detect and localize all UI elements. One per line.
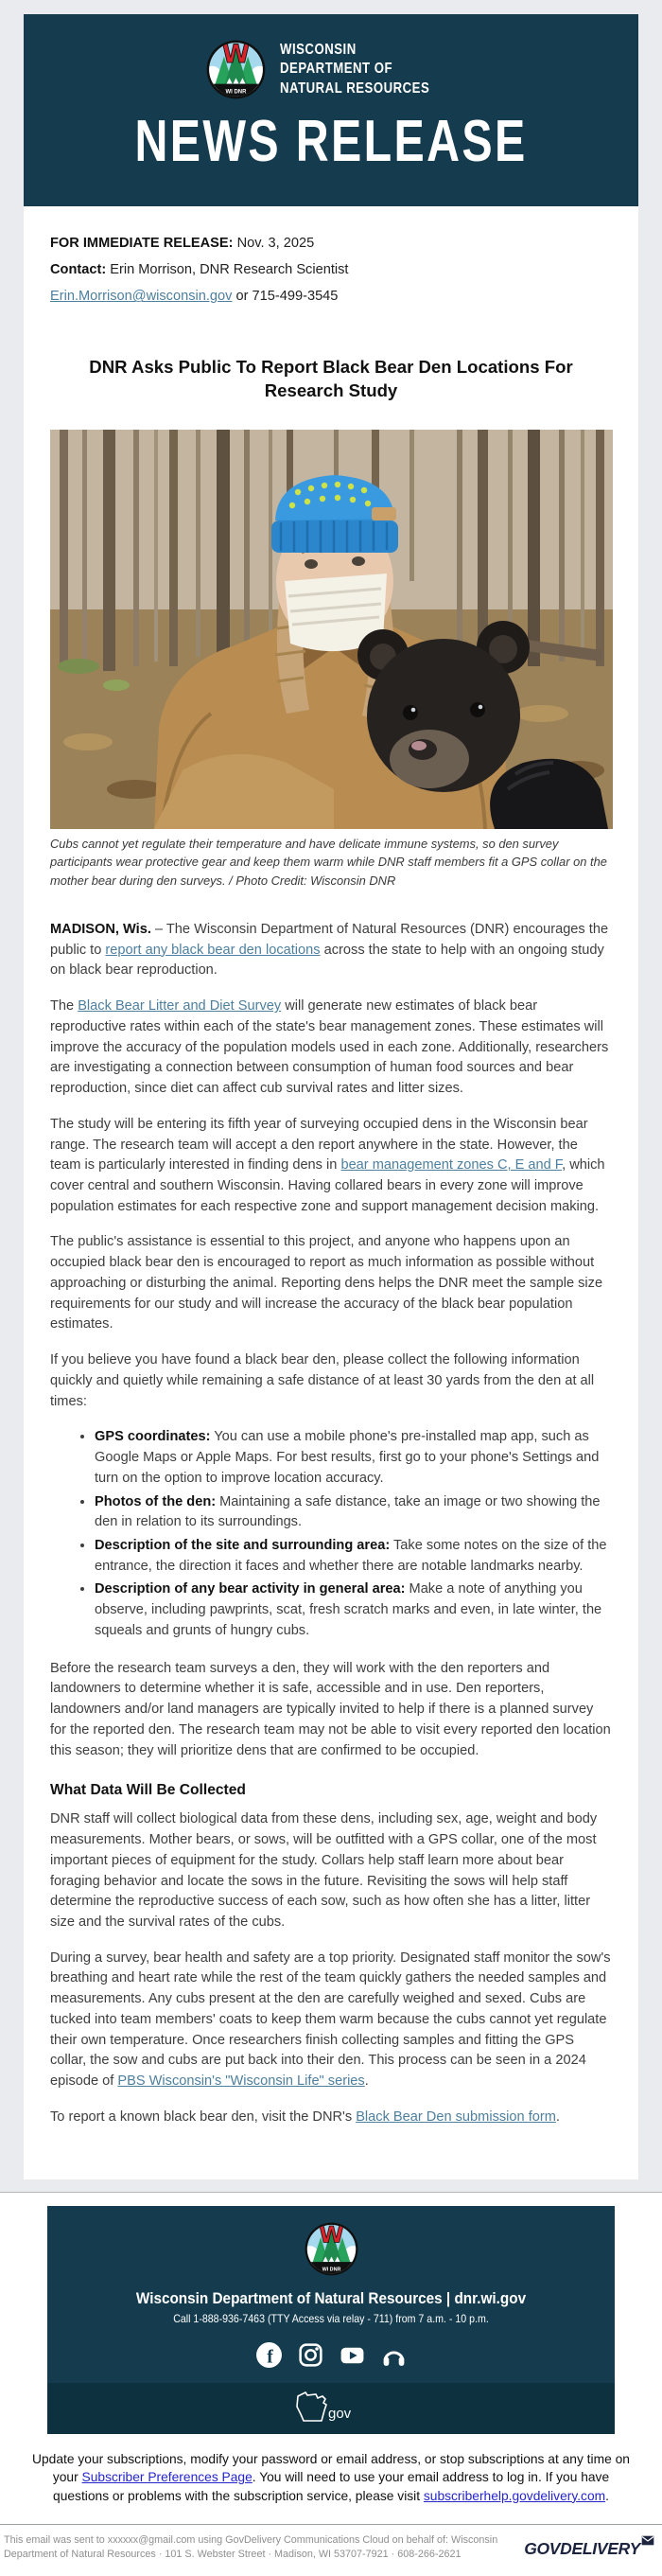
content-card	[24, 206, 638, 2179]
paragraph-3	[50, 1115, 612, 1218]
footer-org-line: Wisconsin Department of Natural Resources | dnr.wi.gov	[135, 2288, 527, 2307]
facebook-icon[interactable]	[255, 2341, 283, 2369]
bullet-rest-photos: Maintaining a safe distance, take an image or two showing the den in relation to its surroundings.	[95, 1493, 601, 1530]
contact-line	[50, 260, 612, 280]
link-bear-management-zones[interactable]: bear management zones C, E and F	[340, 1157, 563, 1173]
p3-text-2: , which cover central and southern Wisconsin. Having collared bears in every zone will improve population estimates for each respective zone and support management decision making.	[50, 1157, 605, 1214]
footer-call-line: Call 1-888-936-7463 (TTY Access via relay - 711) from 7 a.m. - 10 p.m.	[173, 2311, 489, 2325]
contact-email-line	[50, 287, 612, 307]
bullet-rest-site: Take some notes on the size of the entrance, the direction it faces and whether there are notable landmarks nearby.	[95, 1537, 607, 1574]
subscribe-text-2: . You will need to use your email address to log in. If you have questions or problems with the subscription service, please visit	[53, 2470, 610, 2503]
link-den-submission-form[interactable]: Black Bear Den submission form	[356, 2108, 556, 2125]
brand-wordmark	[280, 41, 429, 97]
paragraph-1	[50, 920, 612, 981]
link-litter-diet-survey[interactable]: Black Bear Litter and Diet Survey	[78, 998, 282, 1015]
bottom-area	[0, 2193, 662, 2576]
p1-text-2: across the state to help with an ongoing study on black bear reproduction.	[50, 942, 604, 979]
contact-label: Contact:	[50, 262, 107, 278]
p1-text: – The Wisconsin Department of Natural Resources (DNR) encourages the public to	[50, 921, 609, 958]
contact-phone: or 715-499-3545	[235, 289, 339, 305]
youtube-icon[interactable]	[339, 2341, 366, 2369]
photo-caption: Cubs cannot yet regulate their temperature and have delicate immune systems, so den survey participants wear protective gear and keep them warm while DNR staff members fit a GPS collar on the mother bear during den surveys. / Photo Credit: Wisconsin DNR	[50, 836, 607, 888]
list-item-gps	[95, 1427, 612, 1489]
contact-name: Erin Morrison, DNR Research Scientist	[110, 262, 349, 278]
bullet-rest-activity: Make a note of anything you observe, including pawprints, scat, fresh scratch marks and even, in late winter, the squeals and grunts of hungry cubs.	[95, 1581, 602, 1638]
bullet-lead-gps: GPS coordinates:	[95, 1429, 211, 1445]
subscription-notice	[32, 2450, 630, 2506]
paragraph-8	[50, 1949, 612, 2092]
p3-text: The study will be entering its fifth year of surveying occupied dens in the Wisconsin bear range. The research team will accept a den report anywhere in the state. However, the team is particularly interested in finding dens in	[50, 1116, 588, 1173]
fineprint-text: This email was sent to xxxxxx@gmail.com using GovDelivery Communications Cloud on behalf of: Wisconsin Department of Natural Resources · 101 S. Webster Street · Madison, WI 53707-7921 · 608-266-2621	[4, 2534, 498, 2560]
bullet-lead-activity: Description of any bear activity in general area:	[95, 1581, 406, 1597]
wisconsin-gov-logo[interactable]	[290, 2390, 372, 2426]
p2-text-2: will generate new estimates of black bear reproductive rates within each of the state's bear management zones. These estimates will improve the accuracy of the population models used in each zone. Additionally, researchers are investigating a connection between consumption of human food sources and bear reproduction, since diet can affect cub survival rates and litter sizes.	[50, 998, 609, 1097]
brand-line-3: NATURAL RESOURCES	[279, 79, 430, 97]
link-subscriber-preferences[interactable]: Subscriber Preferences Page	[81, 2470, 253, 2485]
dateline: MADISON, Wis.	[50, 921, 151, 937]
brand-row	[206, 40, 456, 99]
contact-email-link[interactable]: Erin.Morrison@wisconsin.gov	[50, 289, 233, 305]
link-subscriberhelp[interactable]: subscriberhelp.govdelivery.com	[423, 2488, 606, 2503]
fineprint-row	[0, 2525, 662, 2576]
article-body	[50, 920, 612, 2128]
govdelivery-logo	[524, 2539, 656, 2559]
paragraph-5: If you believe you have found a black bear den, please collect the following information quickly and quietly while remaining a safe distance of at least 30 yards from the den at all times:	[50, 1352, 595, 1409]
release-block	[50, 234, 612, 307]
instagram-icon[interactable]	[297, 2341, 324, 2369]
list-item-bear-activity	[95, 1579, 612, 1641]
release-date: Nov. 3, 2025	[236, 236, 315, 251]
dnr-logo-icon-footer	[305, 2222, 358, 2276]
link-report-den-locations[interactable]: report any black bear den locations	[105, 942, 321, 958]
p2-text: The	[50, 998, 78, 1015]
p9-text: To report a known black bear den, visit the DNR's	[50, 2108, 357, 2125]
subscribe-text: Update your subscriptions, modify your password or email address, or stop subscriptions at any time on your	[32, 2451, 630, 2485]
footer-inner	[47, 2206, 615, 2383]
paragraph-2	[50, 997, 612, 1100]
svg-text:f: f	[266, 2345, 273, 2367]
release-line	[50, 234, 612, 254]
masthead	[24, 14, 638, 206]
paragraph-7: DNR staff will collect biological data from these dens, including sex, age, weight and body measurements. Mother bears, or sows, will be outfitted with a GPS collar, one of the most important pieces of equipment for the study. Collars help staff learn more about bear foraging behavior and locate the sows in the future. Revisiting the sows will help staff determine the reproductive success of each sow, such as how often she has a litter, litter size and the survival rates of the cubs.	[50, 1811, 598, 1930]
paragraph-9	[50, 2108, 612, 2128]
brand-line-2: DEPARTMENT OF	[279, 61, 393, 78]
list-item-photos	[95, 1492, 612, 1533]
p8-text-2: .	[364, 2073, 369, 2090]
paragraph-4: The public's assistance is essential to this project, and anyone who happens upon an occupied black bear den is encouraged to report as much information as possible without approaching or disturbing the animal. Reporting dens helps the DNR meet the sample size requirements for our study and will increase the accuracy of the black bear population estimates.	[50, 1234, 603, 1332]
p9-text-2: .	[555, 2108, 560, 2125]
svg-text:gov: gov	[328, 2405, 352, 2422]
wisconsin-gov-band	[47, 2383, 615, 2434]
list-item-site-description	[95, 1536, 612, 1577]
footer	[47, 2206, 615, 2434]
bullet-rest-gps: You can use a mobile phone's pre-installed map app, such as Google Maps or Apple Maps. For best results, first go to your phone's Settings and turn on the option to improve location accuracy.	[95, 1429, 600, 1486]
headline: DNR Asks Public To Report Black Bear Den Locations For Research Study	[89, 357, 573, 400]
release-label: FOR IMMEDIATE RELEASE:	[50, 236, 234, 251]
den-info-list	[50, 1427, 612, 1641]
bullet-lead-site: Description of the site and surrounding area:	[95, 1537, 391, 1553]
section-subhead: What Data Will Be Collected	[50, 1782, 246, 1799]
social-row	[66, 2341, 596, 2383]
p8-text: During a survey, bear health and safety are a top priority. Designated staff monitor the sow's breathing and heart rate while the rest of the team quickly gathers the needed samples and measurements. Any cubs present at the den are carefully weighed and sexed. Cubs are tucked into team members' coats to keep them warm because the cubs cannot yet regulate their own temperature. Once researchers finish collecting samples and fitting the GPS collar, the sow and cubs are put back into their den. This process can be seen in a 2024 episode of	[50, 1950, 611, 2090]
brand-line-1: WISCONSIN	[279, 42, 357, 59]
dnr-logo-icon	[206, 40, 266, 99]
bullet-lead-photos: Photos of the den:	[95, 1493, 217, 1509]
news-release-title: NEWS RELEASE	[134, 109, 528, 174]
govdelivery-wordmark: GOVDELIVERY	[524, 2539, 640, 2559]
bear-cub-photo	[50, 430, 613, 829]
subscribe-text-3: .	[605, 2488, 609, 2503]
link-pbs-wisconsin-life[interactable]: PBS Wisconsin's "Wisconsin Life" series	[117, 2073, 365, 2090]
envelope-icon	[641, 2535, 654, 2546]
article-figure	[50, 430, 612, 890]
podcast-headphones-icon[interactable]	[380, 2341, 408, 2369]
paragraph-6: Before the research team surveys a den, they will work with the den reporters and landowners to determine whether it is safe, accessible and in use. Den reporters, landowners and/or land managers are typically invited to help if there is a planned survey for the reported den. The research team may not be able to visit every reported den location this season; they will prioritize dens that are confirmed to be occupied.	[50, 1660, 611, 1758]
